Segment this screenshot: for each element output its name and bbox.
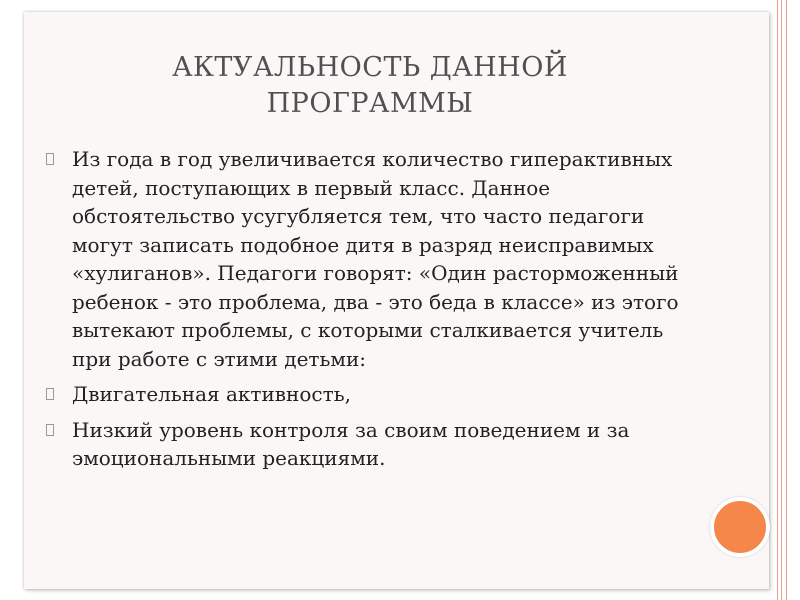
square-bullet-icon: [46, 388, 54, 400]
square-bullet-icon: [46, 153, 54, 165]
list-item: [46, 145, 696, 373]
decorative-line: [786, 0, 787, 600]
bullet-text: Низкий уровень контроля за своим поведением и за эмоциональными реакциями.: [72, 417, 630, 470]
bullet-text: Из года в год увеличивается количество гиперактивных детей, поступающих в первый класс. Данное обстоятельство усугубляется тем, что часто педагоги могут записать подобное дитя в разряд неисправимых «хулиганов». Педагоги говорят: «Один расторможенный ребенок - это проблема, два - это беда в классе» из этого вытекают проблемы, с которыми сталкивается учитель при работе с этими детьми:: [72, 147, 679, 371]
decorative-line: [777, 0, 778, 600]
bullet-text: Двигательная активность,: [72, 382, 351, 406]
orange-circle-icon: [710, 497, 770, 557]
slide-title: АКТУАЛЬНОСТЬ ДАННОЙ ПРОГРАММЫ: [172, 52, 568, 119]
list-item: [46, 416, 696, 473]
decorative-line: [781, 0, 782, 600]
bullet-list: [46, 145, 696, 480]
list-item: [46, 380, 696, 409]
square-bullet-icon: [46, 424, 54, 436]
